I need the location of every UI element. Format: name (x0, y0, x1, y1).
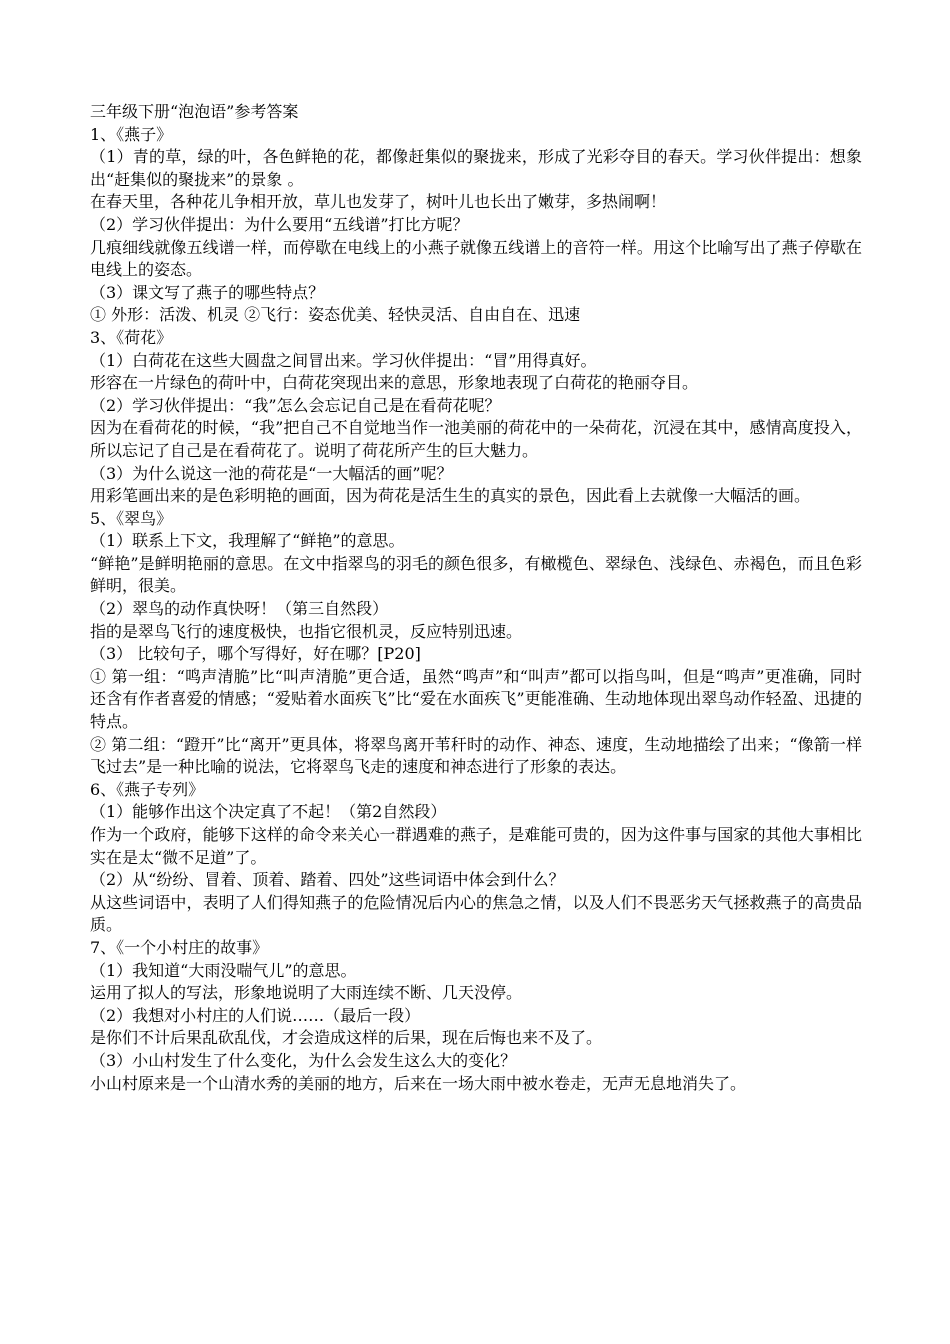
answer-line: “鲜艳”是鲜明艳丽的意思。在文中指翠鸟的羽毛的颜色很多，有橄榄色、翠绿色、浅绿色、赤褐色，而且色彩鲜明，很美。 (90, 553, 862, 596)
lesson-heading: 1、《燕子》 (90, 124, 173, 144)
question-line: （3） 比较句子，哪个写得好，好在哪？[P20] (90, 644, 421, 664)
answer-line: 因为在看荷花的时候，“我”把自己不自觉地当作一池美丽的荷花中的一朵荷花，沉浸在其中，感情高度投入，所以忘记了自己是在看荷花了。说明了荷花所产生的巨大魅力。 (90, 418, 862, 460)
question-line: （2）从“纷纷、冒着、顶着、踏着、四处”这些词语中体会到什么？ (90, 870, 565, 890)
answer-line: 从这些词语中，表明了人们得知燕子的危险情况后内心的焦急之情，以及人们不畏恶劣天气拯救燕子的高贵品质。 (90, 892, 862, 935)
question-line: （2）学习伙伴提出：“我”怎么会忘记自己是在看荷花呢？ (90, 395, 501, 415)
answer-line: 形容在一片绿色的荷叶中，白荷花突现出来的意思，形象地表现了白荷花的艳丽夺目。 (90, 373, 699, 393)
answer-line: 作为一个政府，能够下这样的命令来关心一群遇难的燕子，是难能可贵的，因为这件事与国家的其他大事相比实在是太“微不足道”了。 (90, 825, 862, 867)
answer-line: 几痕细线就像五线谱一样，而停歇在电线上的小燕子就像五线谱上的音符一样。用这个比喻写出了燕子停歇在电线上的姿态。 (90, 237, 862, 280)
answer-line: 运用了拟人的写法，形象地说明了大雨连续不断、几天没停。 (90, 983, 523, 1003)
answer-line: ① 第一组：“鸣声清脆”比“叫声清脆”更合适，虽然“鸣声”和“叫声”都可以指鸟叫，但是“鸣声”更准确，同时还含有作者喜爱的情感；“爱贴着水面疾飞”比“爱在水面疾飞”更能准确、生动地体现出翠鸟动作轻盈、迅捷的特点。 (90, 666, 862, 732)
question-line: （2）学习伙伴提出：为什么要用“五线谱”打比方呢？ (90, 214, 469, 234)
question-line: （1）能够作出这个决定真了不起！（第2自然段） (90, 802, 447, 822)
question-line: （3）课文写了燕子的哪些特点？ (90, 282, 325, 302)
question-line: （1）联系上下文，我理解了“鲜艳”的意思。 (90, 531, 405, 551)
answer-line: ② 第二组：“蹬开”比“离开”更具体，将翠鸟离开苇秆时的动作、神态、速度，生动地描绘了出来；“像箭一样飞过去”是一种比喻的说法，它将翠鸟飞走的速度和神态进行了形象的表达。 (90, 734, 862, 777)
question-line: （3）为什么说这一池的荷花是“一大幅活的画”呢？ (90, 463, 453, 483)
question-line: （1）白荷花在这些大圆盘之间冒出来。学习伙伴提出：“冒”用得真好。 (90, 350, 597, 370)
lesson-heading: 6、《燕子专列》 (90, 779, 205, 799)
question-line: （2）翠鸟的动作真快呀！（第三自然段） (90, 599, 389, 619)
answer-list (90, 124, 862, 1096)
document-body (90, 101, 862, 1095)
answer-line: 是你们不计后果乱砍乱伐，才会造成这样的后果，现在后悔也来不及了。 (90, 1028, 603, 1048)
lesson-heading: 5、《翠鸟》 (90, 508, 173, 528)
lesson-heading: 7、《一个小村庄的故事》 (90, 937, 269, 957)
answer-line: ① 外形：活泼、机灵 ②飞行：姿态优美、轻快灵活、自由自在、迅速 (90, 305, 581, 325)
answer-line: 用彩笔画出来的是色彩明艳的画面，因为荷花是活生生的真实的景色，因此看上去就像一大幅活的画。 (90, 486, 811, 506)
document-title: 三年级下册“泡泡语”参考答案 (90, 102, 299, 121)
question-line: （1）我知道“大雨没喘气儿”的意思。 (90, 960, 357, 980)
answer-line: 指的是翠鸟飞行的速度极快，也指它很机灵，反应特别迅速。 (90, 621, 523, 641)
answer-line: 在春天里，各种花儿争相开放，草儿也发芽了，树叶儿也长出了嫩芽，多热闹啊！ (90, 192, 667, 212)
lesson-heading: 3、《荷花》 (90, 327, 173, 347)
question-line: （2）我想对小村庄的人们说……（最后一段） (90, 1005, 421, 1025)
question-line: （1）青的草，绿的叶，各色鲜艳的花，都像赶集似的聚拢来，形成了光彩夺目的春天。学习伙伴提出：想象出“赶集似的聚拢来”的景象 。 (90, 147, 862, 189)
answer-line: 小山村原来是一个山清水秀的美丽的地方，后来在一场大雨中被水卷走，无声无息地消失了。 (90, 1073, 747, 1093)
question-line: （3）小山村发生了什么变化，为什么会发生这么大的变化？ (90, 1050, 517, 1070)
